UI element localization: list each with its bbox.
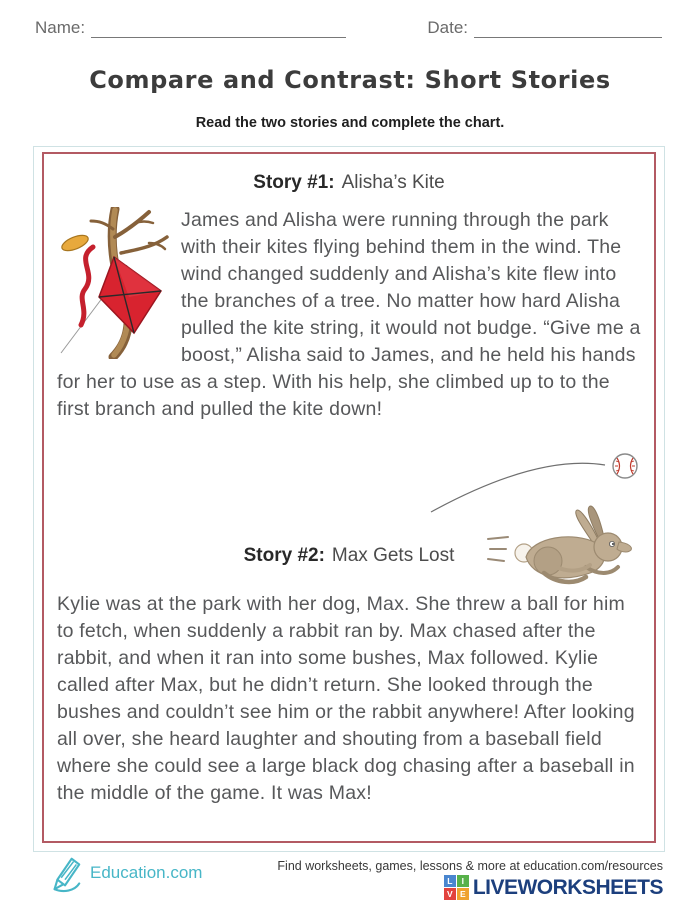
liveworksheets-logo[interactable]	[277, 875, 663, 900]
page-title: Compare and Contrast: Short Stories	[89, 66, 611, 94]
footer-right	[277, 859, 663, 900]
name-date-row	[35, 18, 662, 38]
education-brand-text: Education.com	[90, 863, 203, 882]
story2-text: Kylie was at the park with her dog, Max. She threw a ball for him to fetch, when suddenly a rabbit ran by. Max chased after the rabbit, and when it ran into some bushes, Max followed. Kylie called after Max, but he didn’t return. She looked through the bushes and couldn’t see him or the rabbit anywhere! After looking all over, she heard laughter and shouting from a baseball field where she could see a large black dog chasing after a baseball in the middle of the game. It was Max!	[57, 593, 635, 804]
story1-heading-title: Alisha’s Kite	[341, 172, 445, 193]
story1-text: James and Alisha were running through the park with their kites flying behind them in the wind. The wind changed suddenly and Alisha’s kite flew into the branches of a tree. No matter how hard Alisha pulled the kite string, it would not budge. “Give me a boost,” Alisha said to James, and he held his hands for her to use as a step. With his help, she climbed up to to the first branch and pulled the kite down!	[57, 209, 641, 420]
lw-letter-l: L	[444, 875, 456, 887]
story2-heading-label: Story #2:	[243, 545, 325, 566]
date-input-line[interactable]	[474, 19, 662, 38]
story1-heading-label: Story #1:	[253, 172, 335, 193]
liveworksheets-brand-text: LIVEWORKSHEETS	[472, 875, 663, 899]
resources-text: Find worksheets, games, lessons & more at education.com/resources	[277, 859, 663, 873]
lw-letter-e: E	[457, 888, 469, 900]
story-frame-outer	[33, 146, 665, 852]
kite-in-tree-icon	[57, 207, 171, 359]
education-pencil-icon	[46, 853, 84, 893]
story2-heading-title: Max Gets Lost	[331, 545, 455, 566]
story1-body	[44, 194, 654, 423]
education-logo[interactable]	[46, 853, 202, 893]
story2-body	[57, 591, 641, 807]
kite-in-tree-illustration	[57, 207, 171, 359]
story2-paragraph	[57, 591, 641, 807]
story2-heading	[44, 545, 654, 567]
story-frame-inner	[42, 152, 656, 843]
instructions-text: Read the two stories and complete the chart.	[195, 115, 505, 131]
lw-letter-i: I	[457, 875, 469, 887]
liveworksheets-grid-icon	[444, 875, 469, 900]
name-input-line[interactable]	[91, 19, 346, 38]
date-field-group	[427, 18, 662, 38]
story1-heading	[44, 172, 654, 194]
date-label: Date:	[427, 18, 468, 37]
lw-letter-v: V	[444, 888, 456, 900]
name-field-group	[35, 18, 346, 38]
name-label: Name:	[35, 18, 86, 37]
